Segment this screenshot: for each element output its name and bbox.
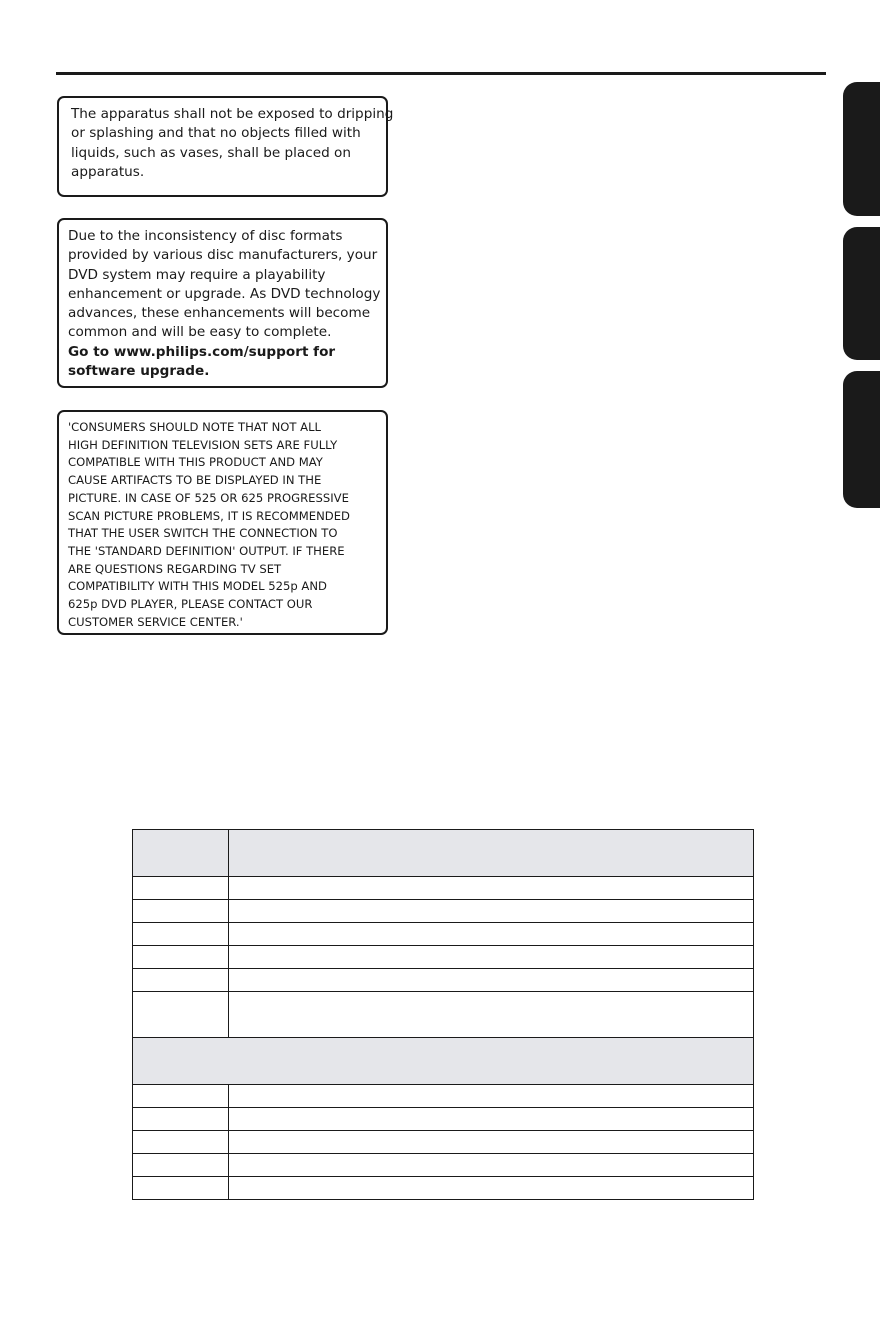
table-cell: [133, 1131, 229, 1154]
table-cell: [133, 992, 229, 1038]
progressive-scan-warning-box: [57, 410, 388, 635]
notice-line: PICTURE. IN CASE OF 525 OR 625 PROGRESSIVE: [68, 490, 349, 505]
notice-line: 625p DVD PLAYER, PLEASE CONTACT OUR: [68, 597, 313, 612]
table-row: [133, 1177, 754, 1200]
table-row: [133, 1085, 754, 1108]
language-tab-3[interactable]: [843, 371, 880, 508]
table-row: [133, 992, 754, 1038]
table-cell: [133, 900, 229, 923]
support-link-text[interactable]: Go to www.philips.com/support for: [68, 343, 336, 360]
table-row: [133, 1131, 754, 1154]
table-cell: [133, 1154, 229, 1177]
table-cell: [133, 923, 229, 946]
table-cell: [229, 1154, 754, 1177]
disc-format-notice-box: [57, 218, 388, 388]
table-cell: [229, 946, 754, 969]
table-cell: [229, 1177, 754, 1200]
notice-line: HIGH DEFINITION TELEVISION SETS ARE FULLY: [68, 437, 338, 452]
table-cell: [229, 877, 754, 900]
table-cell: [229, 1085, 754, 1108]
notice-line: COMPATIBLE WITH THIS PRODUCT AND MAY: [68, 455, 323, 470]
notice-line: ARE QUESTIONS REGARDING TV SET: [68, 561, 282, 576]
table-cell: [133, 1108, 229, 1131]
table-row: [133, 877, 754, 900]
notice-line: Due to the inconsistency of disc formats: [68, 228, 343, 244]
notice-line: advances, these enhancements will become: [68, 305, 371, 322]
notice-line: THAT THE USER SWITCH THE CONNECTION TO: [68, 526, 338, 541]
table-cell: [229, 900, 754, 923]
table-row: [133, 923, 754, 946]
notice-line: 'CONSUMERS SHOULD NOTE THAT NOT ALL: [68, 420, 322, 434]
notice-line-bold: software upgrade.: [68, 363, 210, 380]
table-cell: [229, 969, 754, 992]
table-cell: [229, 923, 754, 946]
notice-line: COMPATIBILITY WITH THIS MODEL 525p AND: [68, 579, 327, 594]
table-cell: [133, 969, 229, 992]
notice-line: CUSTOMER SERVICE CENTER.': [68, 614, 243, 629]
table-header-cell: [229, 830, 754, 877]
table-row: [133, 1108, 754, 1131]
notice-line: The apparatus shall not be exposed to dripping: [71, 106, 394, 122]
table-cell: [229, 1131, 754, 1154]
table-section-row: [133, 1038, 754, 1085]
notice-line: common and will be easy to complete.: [68, 324, 332, 341]
notice-line: or splashing and that no objects filled with: [71, 125, 361, 142]
table-section-cell: [133, 1038, 754, 1085]
dripping-warning-box: [57, 96, 394, 197]
notice-line: provided by various disc manufacturers, your: [68, 247, 378, 264]
notice-line: liquids, such as vases, shall be placed on: [71, 144, 351, 161]
notice-line: CAUSE ARTIFACTS TO BE DISPLAYED IN THE: [68, 473, 322, 488]
table-cell: [229, 992, 754, 1038]
notice-line: apparatus.: [71, 163, 145, 180]
header-rule: [56, 72, 826, 75]
table-cell: [133, 946, 229, 969]
table-cell: [133, 1085, 229, 1108]
table-cell: [229, 1108, 754, 1131]
table-header-row: [133, 830, 754, 877]
blank-table: [132, 829, 754, 1200]
table-cell: [133, 877, 229, 900]
notice-line: SCAN PICTURE PROBLEMS, IT IS RECOMMENDED: [68, 508, 350, 523]
notice-line: THE 'STANDARD DEFINITION' OUTPUT. IF THERE: [68, 543, 345, 558]
table-row: [133, 946, 754, 969]
notice-line: enhancement or upgrade. As DVD technology: [68, 285, 381, 302]
table-cell: [133, 1177, 229, 1200]
notice-line: DVD system may require a playability: [68, 266, 326, 283]
language-tab-1[interactable]: [843, 82, 880, 216]
table-row: [133, 1154, 754, 1177]
table-row: [133, 969, 754, 992]
table-header-cell: [133, 830, 229, 877]
language-tab-2[interactable]: [843, 227, 880, 360]
table-row: [133, 900, 754, 923]
